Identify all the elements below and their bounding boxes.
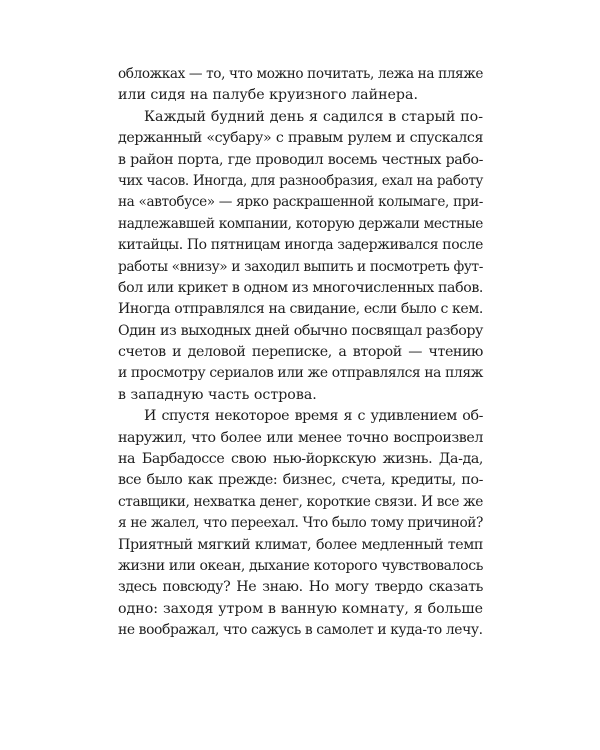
paragraph-3 [118, 406, 483, 641]
page-text [118, 64, 483, 642]
text-line: держанный «субару» с правым рулем и спускался [118, 130, 483, 147]
text-line: в западную часть острова. [118, 386, 317, 403]
text-line: Один из выходных дней обычно посвящал разбору [118, 322, 483, 339]
text-line: здесь повсюду? Не знаю. Но могу твердо сказать [118, 579, 483, 596]
text-line: Приятный мягкий климат, более медленный темп [118, 536, 483, 553]
text-line: чих часов. Иногда, для разнообразия, ехал на работу [118, 172, 483, 189]
text-line: ставщики, нехватка денег, короткие связи. И все же [118, 493, 483, 510]
paragraph-2 [118, 107, 483, 406]
text-line: наружил, что более или менее точно воспроизвел [118, 429, 483, 446]
text-line: счетов и деловой переписке, а второй — чтению [118, 344, 483, 361]
text-line: на «автобусе» — ярко раскрашенной колымаге, при- [118, 194, 483, 211]
text-line: китайцы. По пятницам иногда задерживался после [118, 237, 483, 254]
text-line: я не жалел, что переехал. Что было тому причиной? [118, 515, 483, 532]
text-line: все было как прежде: бизнес, счета, кредиты, по- [118, 472, 483, 489]
text-line: одно: заходя утром в ванную комнату, я больше [118, 600, 483, 617]
paragraph-1 [118, 64, 483, 107]
text-line: и просмотру сериалов или же отправлялся на пляж [118, 365, 483, 382]
text-line: Каждый будний день я садился в старый по- [144, 108, 483, 125]
text-line: жизни или океан, дыхание которого чувствовалось [118, 557, 483, 574]
text-line: в район порта, где проводил восемь честных рабо- [118, 151, 483, 168]
text-line: работы «внизу» и заходил выпить и посмотреть фут- [118, 258, 483, 275]
text-line: или сидя на палубе круизного лайнера. [118, 87, 418, 104]
text-line: И спустя некоторое время я с удивлением об- [144, 408, 483, 425]
text-line: Иногда отправлялся на свидание, если было с кем. [118, 301, 483, 318]
text-line: бол или крикет в одном из многочисленных пабов. [118, 279, 483, 296]
text-line: обложках — то, что можно почитать, лежа на пляже [118, 66, 483, 82]
text-line: не воображал, что сажусь в самолет и куда-то лечу. [118, 622, 483, 639]
text-line: на Барбадоссе свою нью-йоркскую жизнь. Да-да, [118, 451, 483, 468]
text-line: надлежавшей компании, которую держали местные [118, 215, 483, 232]
